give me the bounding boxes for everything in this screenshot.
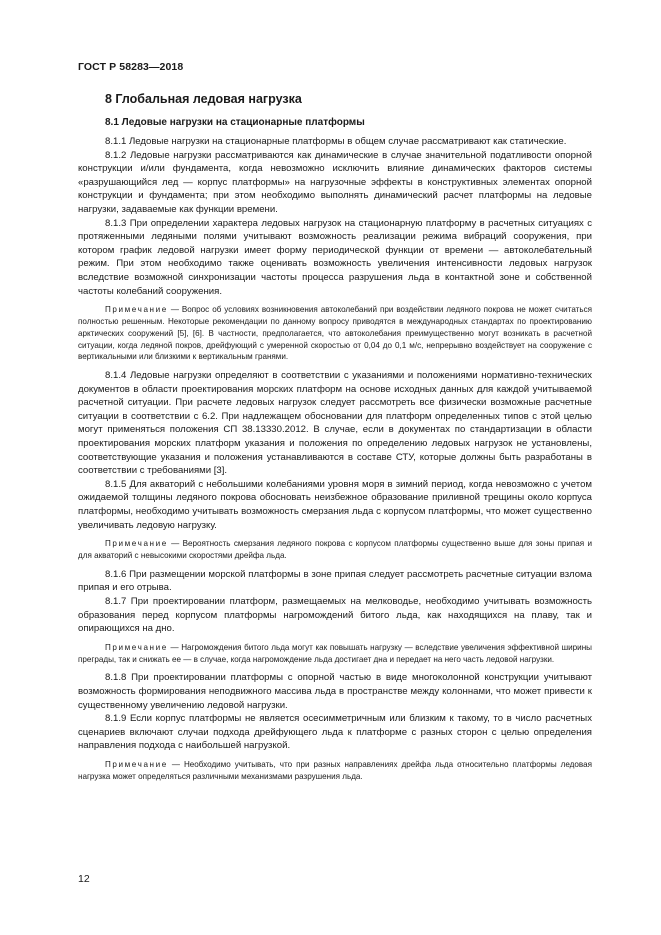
paragraph-8-1-5: 8.1.5 Для акваторий с небольшими колебаниями уровня моря в зимний период, когда невозможно с учетом ожидаемой толщины ледяного покрова обосновать неизбежное образование приливной трещины около корпуса платформы, необходимо учитывать возможность смерзания льда с корпусом платформы, что может существенно увеличивать ледовую нагрузку. (78, 478, 592, 531)
page-content (78, 90, 592, 789)
paragraph-8-1-2: 8.1.2 Ледовые нагрузки рассматриваются как динамические в случае значительной податливости опорной конструкции и/или фундамента, когда невозможно исключить влияние динамических факторов системы «разрушающийся лед — корпус платформы» на нагрузочные эффекты в конструктивных элементах опорной конструкции и фундамента; при этом необходимо выполнять динамический расчет платформы на ледовые нагрузки, задаваемые как функции времени. (78, 149, 592, 215)
note-label: Примечание (105, 305, 168, 315)
note-text: — Нагромождения битого льда могут как повышать нагрузку — вследствие увеличения эффективной ширины преграды, так и снижать ее — в случае, когда нагромождение льда достигает дна и передает на него часть ледовой нагрузки. (78, 642, 592, 664)
note-text: — Вероятность смерзания ледяного покрова с корпусом платформы существенно выше для зоны припая и для акваторий с невысокими скоростями дрейфа льда. (78, 539, 592, 561)
subsection-heading: 8.1 Ледовые нагрузки на стационарные платформы (105, 117, 365, 128)
note-1 (78, 304, 592, 363)
paragraph-8-1-8: 8.1.8 При проектировании платформы с опорной частью в виде многоколонной конструкции учитывают возможность формирования неподвижного массива льда в пространстве между колоннами, что может привести к существенному увеличению ледовой нагрузки. (78, 672, 592, 711)
section-heading: 8 Глобальная ледовая нагрузка (105, 92, 302, 106)
note-label: Примечание (105, 759, 168, 769)
document-header: ГОСТ Р 58283—2018 (78, 61, 184, 73)
note-2 (78, 538, 592, 562)
page-number: 12 (78, 873, 90, 885)
note-3 (78, 642, 592, 666)
paragraph-8-1-9: 8.1.9 Если корпус платформы не является осесимметричным или близким к такому, то в число расчетных сценариев включают случаи подхода дрейфующего льда к платформе с разных сторон с целью определения направления подхода с наибольшей нагрузкой. (78, 713, 592, 752)
note-text: — Необходимо учитывать, что при разных направлениях дрейфа льда относительно платформы ледовая нагрузка может определяться различными механизмами разрушения льда. (78, 759, 592, 781)
paragraph-8-1-6: 8.1.6 При размещении морской платформы в зоне припая следует рассмотреть расчетные ситуации взлома припая и его отрыва. (78, 568, 592, 594)
paragraph-8-1-4: 8.1.4 Ледовые нагрузки определяют в соответствии с указаниями и положениями нормативно-технических документов в области проектирования морских платформ на основе исходных данных для каждой учитываемой расчетной ситуации. При расчете ледовых нагрузок следует рассмотреть все физически возможные расчетные ситуации в соответствии с 6.2. При надлежащем обосновании для платформ определенных типов с этой целью могут применяться положения СП 38.13330.2012. В случае, если в документах по стандартизации в области проектирования морских платформ указания и положения по определению ледовых нагрузок не установлены, соответствующие указания и положения устанавливаются в составе СТУ, которые должны быть разработаны в соответствии с требованиями [3]. (78, 370, 592, 477)
note-label: Примечание (105, 642, 168, 652)
note-4 (78, 759, 592, 783)
note-text: — Вопрос об условиях возникновения автоколебаний при воздействии ледяного покрова не может считаться полностью решенным. Некоторые рекомендации по данному вопросу приводятся в международных стандартах по проектированию арктических сооружений [5], [6]. В частности, предполагается, что автоколебания преимущественно могут возникать в расчетной ситуации, когда ледяной покров, дрейфующий с умеренной скоростью от 0,04 до 0,1 м/с, непрерывно воздействует на сооружение с вертикальными или близкими к вертикальным гранями. (78, 305, 592, 362)
paragraph-8-1-7: 8.1.7 При проектировании платформ, размещаемых на мелководье, необходимо учитывать возможность образования перед корпусом платформы нагромождений битого льда, как находящихся на плаву, так и опирающихся на дно. (78, 596, 592, 635)
note-label: Примечание (105, 539, 168, 549)
paragraph-8-1-1: 8.1.1 Ледовые нагрузки на стационарные платформы в общем случае рассматривают как статические. (105, 136, 567, 147)
paragraph-8-1-3: 8.1.3 При определении характера ледовых нагрузок на стационарную платформу в расчетных ситуациях с протяженными ледяными полями учитывают возможность реализации режима вибраций сооружения, при котором график ледовой нагрузки имеет форму периодической функции от времени — автоколебательный режим. При этом необходимо также оценивать возможность увеличения интенсивности ледовых нагрузок вследствие возможной синхронизации частоты процесса разрушения льда в контактной зоне и собственной частоты колебаний сооружения. (78, 217, 592, 297)
